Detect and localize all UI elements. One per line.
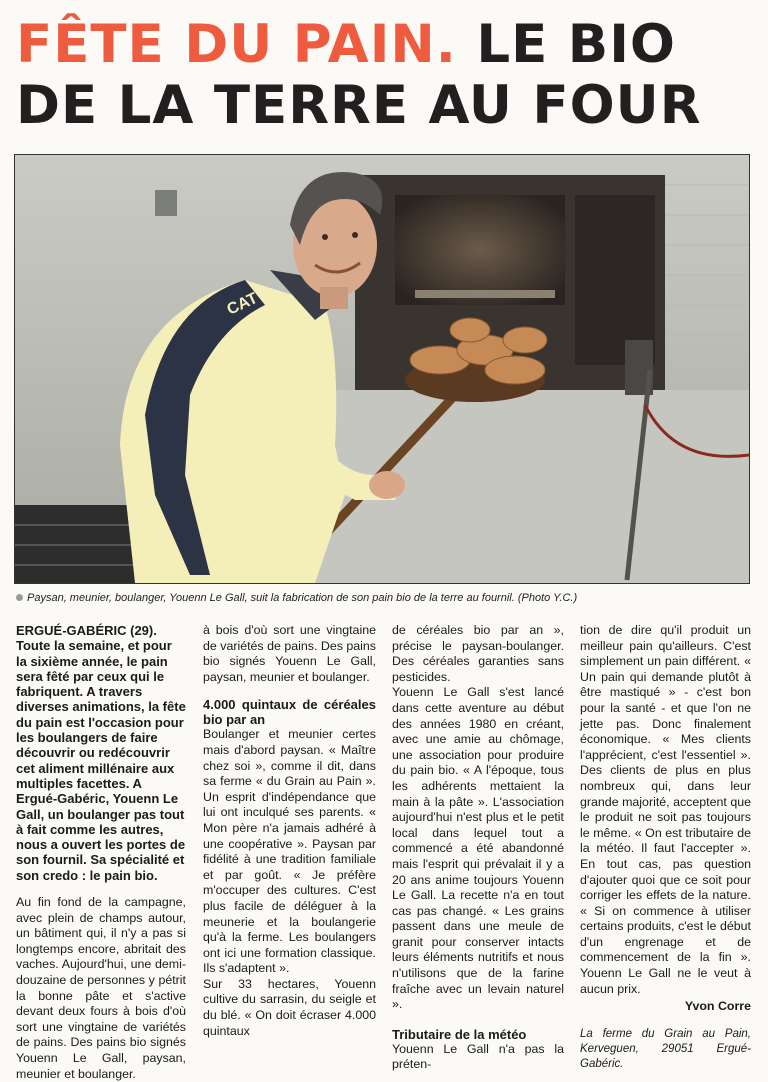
bullet-dot-icon (16, 594, 23, 601)
article-column-1 (16, 623, 186, 1082)
article-paragraph-5-start: Youenn Le Gall n'a pas la préten- (392, 1041, 564, 1072)
article-paragraph-2: Boulanger et meunier certes mais d'abord paysan. « Maître chez soi », comme il dit, dans sa ferme « du Grain au Pain ». Un esprit d'indépendance que lui ont inculqué ses parents. « Mon père n'a jamais adhéré à une coopérative ». Paysan par fidélité à une tradition familiale et par goût. « Je préfère m'occuper des cultures. C'est plus facile de déléguer à la meunerie et la boulangerie qu'à la ferme. Les boulangers ont ici une formation classique. Ils s'adaptent ». (203, 727, 376, 976)
article-footnote: La ferme du Grain au Pain, Kerveguen, 29051 Ergué-Gabéric. (580, 1027, 751, 1070)
article-paragraph-1: Au fin fond de la campagne, avec plein de champs autour, un bâtiment qui, il n'y a pas si longtemps encore, abritait des vaches. Aujourd'hui, une demi-douzaine de personnes y pétrit la bonne pâte et s'active devant deux fours à bois d'où sort une vingtaine de variétés de pains. Des pains bio signés Youenn Le Gall, paysan, meunier et boulanger. (16, 895, 186, 1081)
subheading-1: 4.000 quintaux de céréales bio par an (203, 697, 376, 728)
headline-line2: DE LA TERRE AU FOUR (16, 75, 702, 136)
article-headline (16, 14, 756, 136)
headline-rest: LE BIO (476, 14, 676, 75)
article-column-4 (580, 623, 751, 1072)
photo-caption (16, 592, 756, 604)
article-paragraph-5-cont: tion de dire qu'il produit un meilleur pain qu'ailleurs. C'est simplement un pain différent. « Un pain qui demande plutôt à être mastiqué » - c'est bon pour la santé - et que l'on ne jette pas. Donc finalement économique. « Mes clients l'apprécient, c'est l'essentiel ». Des clients de plus en plus nombreux qui, dans leur grande majorité, acceptent que le produit ne soit pas toujours le même. « On est tributaire de la météo. Il faut l'accepter ». En tout cas, pas question d'ajouter quoi que ce soit pour corriger les effets de la nature. « Si on commence à utiliser certains produits, c'est le début d'un engrenage et de commencement de la fin ». Youenn Le Gall ne le veut à aucun prix. (580, 623, 751, 996)
baker-at-oven-illustration (15, 155, 749, 583)
article-photo (14, 154, 750, 584)
article-paragraph-1-cont: à bois d'où sort une vingtaine de variétés de pains. Des pains bio signés Youenn Le Gall, paysan, meunier et boulanger. (203, 623, 376, 684)
article-lead: ERGUÉ-GABÉRIC (29). Toute la semaine, et pour la sixième année, le pain sera fêté par ceux qui le fabriquent. A travers diverses animations, la fête du pain est l'occasion pour les boulangers de faire découvrir ou redécouvrir cet aliment millénaire aux multiples facettes. A Ergué-Gabéric, Youenn Le Gall, un boulanger pas tout à fait comme les autres, nous a ouvert les portes de son fournil. Sa spécialité et son credo : le pain bio. (16, 623, 186, 883)
caption-text: Paysan, meunier, boulanger, Youenn Le Gall, suit la fabrication de son pain bio de la terre au fournil. (Photo Y.C.) (27, 592, 578, 604)
shirt-logo: CAT (224, 289, 261, 319)
article-column-3 (392, 623, 564, 1073)
article-paragraph-3-cont: de céréales bio par an », précise le paysan-boulanger. Des céréales garanties sans pesticides. (392, 623, 564, 684)
headline-accent: FÊTE DU PAIN. (16, 14, 457, 75)
article-author: Yvon Corre (684, 999, 751, 1014)
subheading-2: Tributaire de la météo (392, 1026, 527, 1042)
article-paragraph-4: Youenn Le Gall s'est lancé dans cette aventure au début des années 1980 en créant, avec une amie au chômage, une association pour produire du pain bio. « A l'époque, tous les adhérents mettaient la main à la pâte ». L'association aujourd'hui n'est plus et le petit local dans lequel tout a commencé a été abandonné mais l'esprit qui prévalait il y a 20 ans anime toujours Youenn Le Gall. La recette n'a en tout cas pas changé. « Les grains passent dans une meule de granit pour conserver intacts leurs éléments nutritifs et nous n'utilisons que de la farine fraîche avec un levain naturel ». (392, 685, 564, 1012)
article-paragraph-3: Sur 33 hectares, Youenn cultive du sarrasin, du seigle et du blé. « On doit écraser 4.000 quintaux (203, 976, 376, 1038)
article-column-2 (203, 623, 376, 1039)
